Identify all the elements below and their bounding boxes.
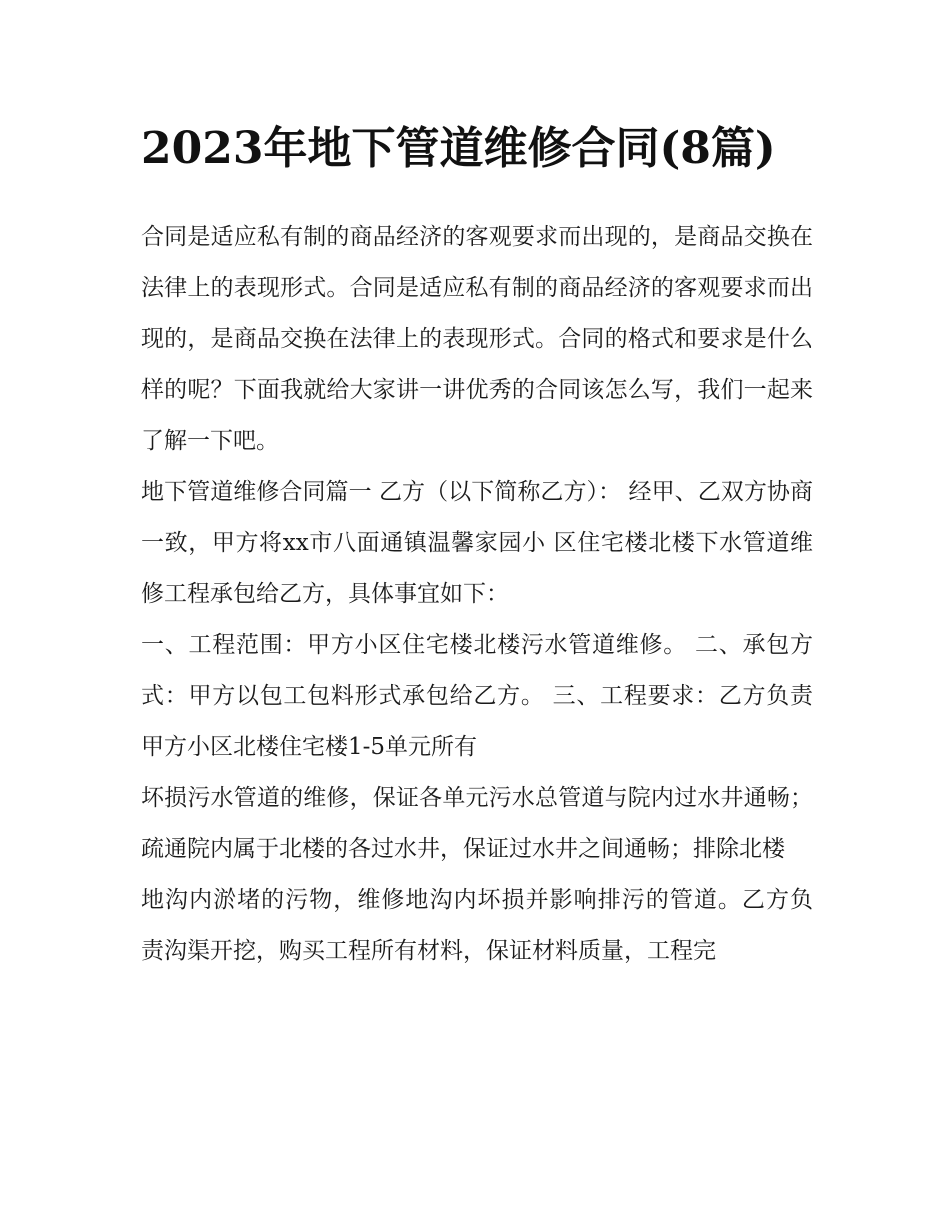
paragraph-trench-duties: 地沟内淤堵的污物，维修地沟内坏损并影响排污的管道。乙方负 责沟渠开挖，购买工程所有材料，保证材料质量，工程完 [141,887,813,964]
document-title: 2023年地下管道维修合同(8篇) [141,123,776,174]
document-body [141,118,813,977]
paragraph-repair-duties: 坏损污水管道的维修，保证各单元污水总管道与院内过水井通畅； 疏通院内属于北楼的各过水井，保证过水井之间通畅；排除北楼 [141,785,813,862]
paragraph-contract-part-one: 地下管道维修合同篇一 乙方（以下简称乙方）： 经甲、乙双方协商一致，甲方将xx市八面通镇温馨家园小 区住宅楼北楼下水管道维修工程承包给乙方，具体事宜如下： [141,479,813,607]
paragraph-intro: 合同是适应私有制的商品经济的客观要求而出现的，是商品交换在法律上的表现形式。合同是适应私有制的商品经济的客观要求而出现的，是商品交换在法律上的表现形式。合同的格式和要求是什么样的呢？下面我就给大家讲一讲优秀的合同该怎么写，我们一起来了解一下吧。 [141,224,813,454]
paragraph-scope-terms: 一、工程范围：甲方小区住宅楼北楼污水管道维修。 二、承包方式：甲方以包工包料形式承包给乙方。 三、工程要求：乙方负责甲方小区北楼住宅楼1-5单元所有 [141,632,813,760]
